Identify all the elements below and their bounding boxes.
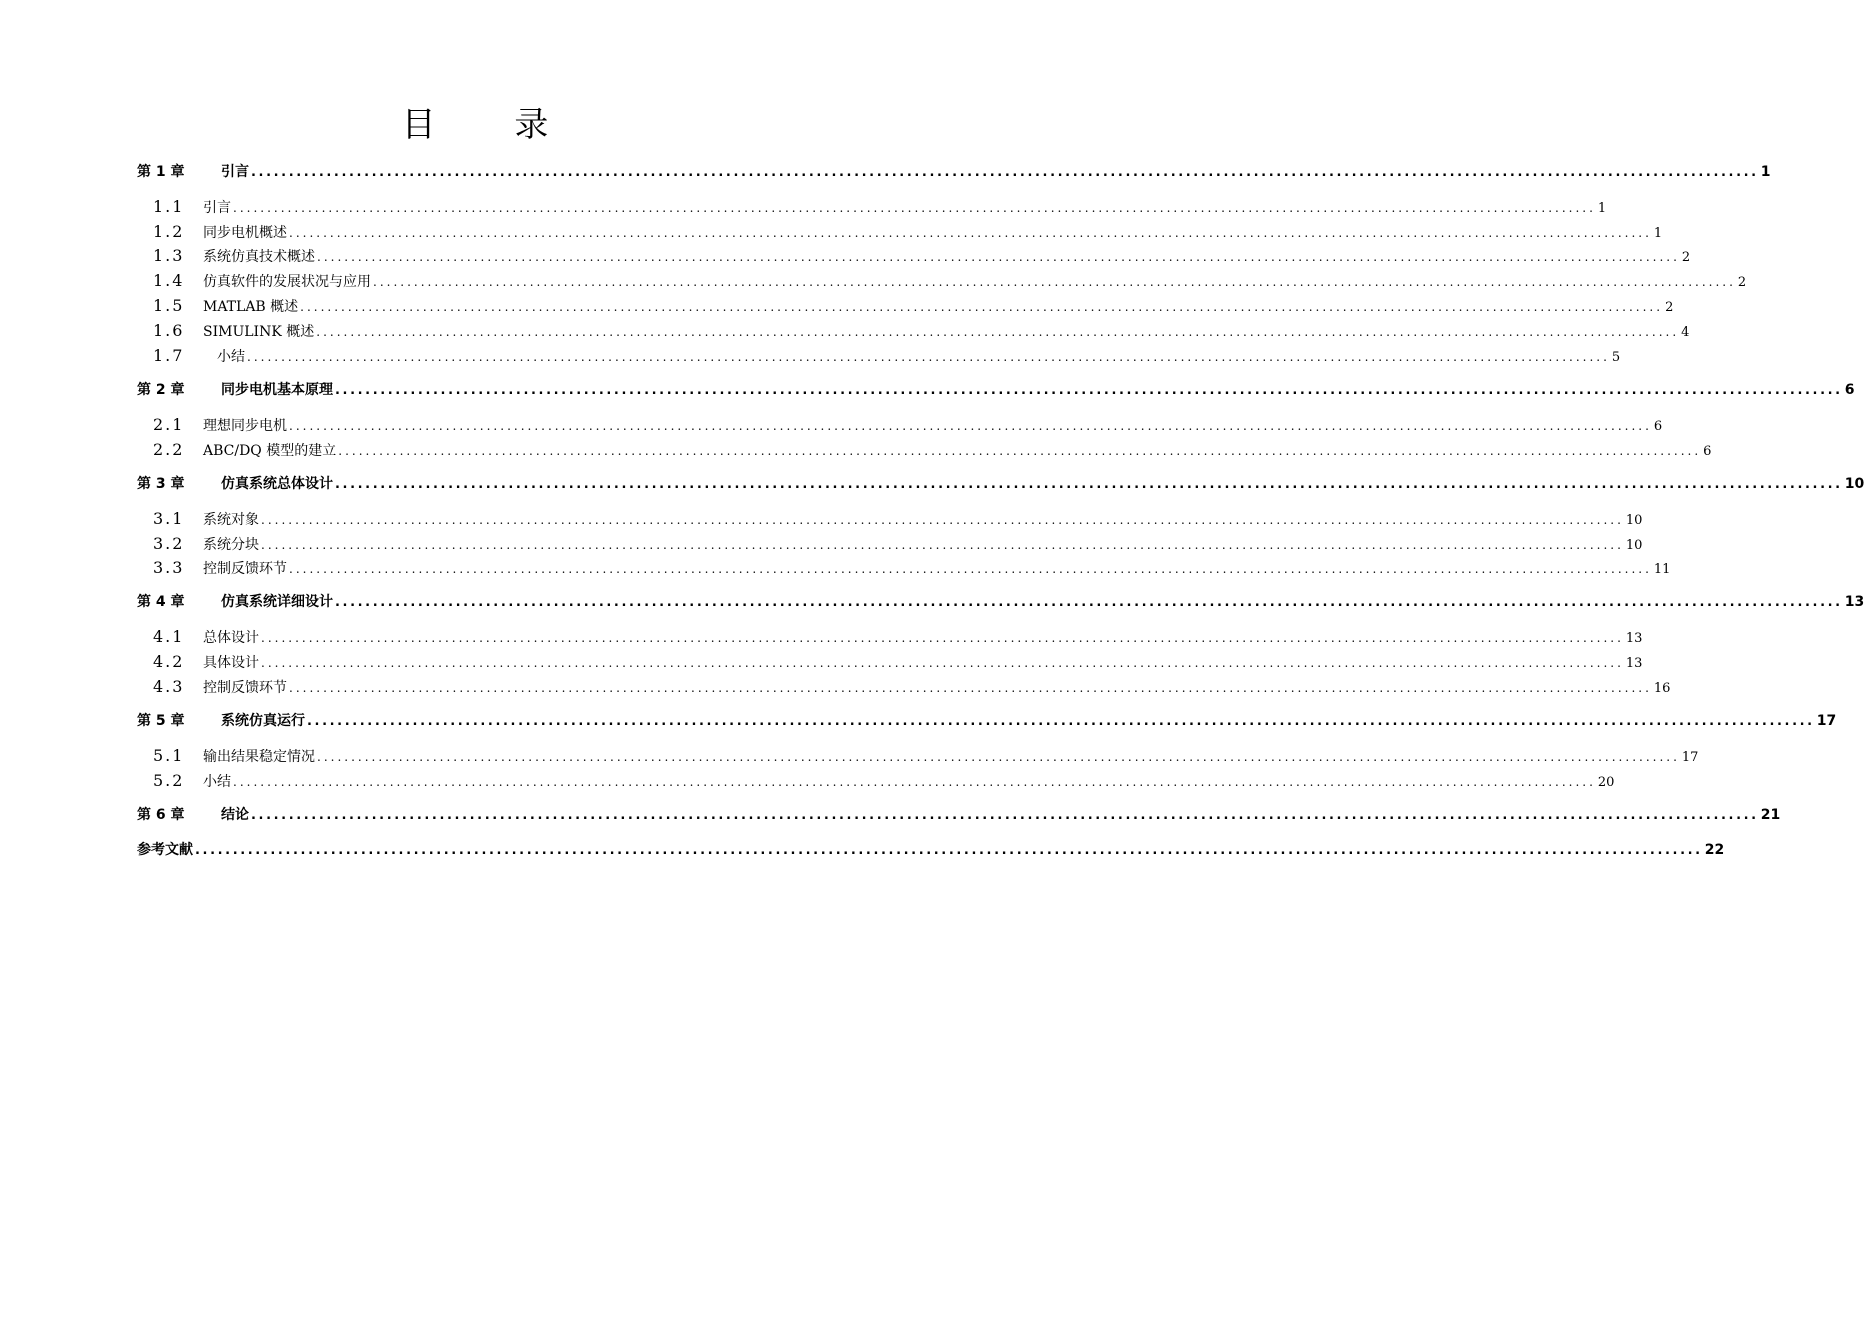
toc-entry-number: 第 3 章 (137, 476, 185, 492)
toc-entry-page-number: 21 (1760, 807, 1781, 823)
toc-entry-title: 具体设计 (203, 655, 259, 671)
dot-leader: ........................................................................................................................................................................................................ (300, 300, 1664, 314)
dot-leader: ........................................................................................................................................................................................................ (335, 383, 1843, 398)
dot-leader: ........................................................................................................................................................................................................ (251, 165, 1759, 180)
toc-entry-title: 小结 (203, 349, 245, 365)
toc-chapter-entry[interactable] (137, 839, 1725, 861)
toc-entry-title: 系统仿真运行 (221, 713, 305, 729)
dot-leader: ........................................................................................................................................................................................................ (289, 681, 1652, 695)
toc-entry-title: 输出结果稳定情况 (203, 749, 315, 765)
toc-entry-page-number: 17 (1816, 713, 1837, 729)
toc-entry-title: MATLAB 概述 (203, 299, 299, 315)
dot-leader: ........................................................................................................................................................................................................ (247, 350, 1610, 364)
toc-entry-title: 同步电机概述 (203, 225, 287, 241)
toc-entry-page-number: 1 (1597, 201, 1607, 216)
toc-chapter-entry[interactable] (137, 591, 1864, 613)
toc-entry-title: 理想同步电机 (203, 418, 287, 434)
dot-leader: ........................................................................................................................................................................................................ (289, 226, 1652, 240)
toc-entry-number: 4.1 (153, 627, 185, 646)
dot-leader: ........................................................................................................................................................................................................ (251, 808, 1759, 823)
toc-section-entry[interactable] (137, 745, 1699, 767)
toc-entry-title: 控制反馈环节 (203, 680, 287, 696)
toc-entry-title: 仿真系统详细设计 (221, 594, 333, 610)
dot-leader: ........................................................................................................................................................................................................ (261, 656, 1624, 670)
toc-entry-page-number: 10 (1625, 538, 1643, 553)
dot-leader: ........................................................................................................................................................................................................ (261, 631, 1624, 645)
dot-leader: ........................................................................................................................................................................................................ (289, 419, 1652, 433)
toc-entry-page-number: 6 (1703, 444, 1712, 459)
toc-entry-number: 4.2 (153, 652, 185, 671)
toc-section-entry[interactable] (137, 439, 1712, 461)
toc-entry-number: 1.2 (153, 222, 185, 241)
toc-entry-title: SIMULINK 概述 (203, 324, 315, 340)
dot-leader: ........................................................................................................................................................................................................ (233, 775, 1596, 789)
dot-leader: ........................................................................................................................................................................................................ (261, 538, 1624, 552)
dot-leader: ........................................................................................................................................................................................................ (261, 513, 1624, 527)
toc-chapter-entry[interactable] (137, 710, 1837, 732)
toc-entry-number: 1.6 (153, 321, 185, 340)
toc-entry-title: 小结 (203, 774, 231, 790)
toc-entry-page-number: 11 (1653, 562, 1671, 577)
dot-leader: ........................................................................................................................................................................................................ (335, 477, 1843, 492)
toc-entry-page-number: 10 (1625, 513, 1643, 528)
toc-section-entry[interactable] (137, 270, 1747, 292)
toc-entry-number: 第 4 章 (137, 594, 185, 610)
toc-entry-number: 第 1 章 (137, 164, 185, 180)
page-title: 目 录 (401, 105, 583, 145)
toc-chapter-entry[interactable] (137, 473, 1864, 495)
toc-entry-page-number: 6 (1844, 382, 1855, 398)
toc-entry-page-number: 16 (1653, 681, 1671, 696)
toc-entry-title: 同步电机基本原理 (221, 382, 333, 398)
toc-entry-title: 控制反馈环节 (203, 561, 287, 577)
dot-leader: ........................................................................................................................................................................................................ (307, 714, 1815, 729)
toc-entry-page-number: 13 (1625, 656, 1643, 671)
toc-entry-number: 2.1 (153, 415, 185, 434)
toc-entry-page-number: 4 (1681, 325, 1690, 340)
toc-entry-number: 第 2 章 (137, 382, 185, 398)
toc-entry-number: 第 5 章 (137, 713, 185, 729)
toc-entry-page-number: 22 (1704, 842, 1725, 858)
toc-section-entry[interactable] (137, 651, 1643, 673)
dot-leader: ........................................................................................................................................................................................................ (316, 325, 1680, 339)
toc-entry-page-number: 13 (1844, 594, 1864, 610)
dot-leader: ........................................................................................................................................................................................................ (317, 750, 1680, 764)
dot-leader: ........................................................................................................................................................................................................ (289, 562, 1652, 576)
toc-section-entry[interactable] (137, 345, 1621, 367)
toc-section-entry[interactable] (137, 320, 1690, 342)
toc-entry-page-number: 2 (1737, 275, 1747, 290)
toc-entry-title: ABC/DQ 模型的建立 (203, 443, 337, 459)
toc-entry-number: 5.2 (153, 771, 185, 790)
toc-chapter-entry[interactable] (137, 804, 1781, 826)
toc-entry-number: 第 6 章 (137, 807, 185, 823)
toc-section-entry[interactable] (137, 245, 1691, 267)
toc-entry-title: 系统分块 (203, 537, 259, 553)
toc-section-entry[interactable] (137, 221, 1663, 243)
toc-section-entry[interactable] (137, 196, 1607, 218)
toc-entry-number: 1.4 (153, 271, 185, 290)
toc-section-entry[interactable] (137, 676, 1671, 698)
toc-section-entry[interactable] (137, 626, 1643, 648)
toc-entry-title: 结论 (221, 807, 249, 823)
toc-entry-page-number: 17 (1681, 750, 1699, 765)
dot-leader: ........................................................................................................................................................................................................ (195, 843, 1703, 858)
toc-section-entry[interactable] (137, 533, 1643, 555)
toc-chapter-entry[interactable] (137, 161, 1771, 183)
toc-entry-title: 参考文献 (137, 842, 193, 858)
dot-leader: ........................................................................................................................................................................................................ (373, 275, 1736, 289)
toc-section-entry[interactable] (137, 414, 1663, 436)
dot-leader: ........................................................................................................................................................................................................ (335, 595, 1843, 610)
toc-entry-page-number: 1 (1653, 226, 1663, 241)
toc-entry-number: 3.3 (153, 558, 185, 577)
toc-chapter-entry[interactable] (137, 379, 1855, 401)
toc-entry-number: 1.5 (153, 296, 185, 315)
toc-section-entry[interactable] (137, 295, 1674, 317)
toc-entry-title: 仿真软件的发展状况与应用 (203, 274, 371, 290)
toc-entry-number: 1.7 (153, 346, 185, 365)
toc-entry-page-number: 10 (1844, 476, 1864, 492)
toc-entry-title: 系统仿真技术概述 (203, 249, 315, 265)
toc-entry-number: 2.2 (153, 440, 185, 459)
toc-entry-number: 3.1 (153, 509, 185, 528)
toc-entry-number: 3.2 (153, 534, 185, 553)
toc-section-entry[interactable] (137, 557, 1671, 579)
toc-entry-page-number: 1 (1760, 164, 1771, 180)
toc-entry-page-number: 13 (1625, 631, 1643, 646)
toc-entry-number: 1.3 (153, 246, 185, 265)
toc-entry-number: 5.1 (153, 746, 185, 765)
toc-entry-title: 系统对象 (203, 512, 259, 528)
toc-entry-page-number: 6 (1653, 419, 1663, 434)
toc-entry-page-number: 2 (1681, 250, 1691, 265)
toc-entry-title: 仿真系统总体设计 (221, 476, 333, 492)
toc-entry-number: 4.3 (153, 677, 185, 696)
toc-entry-number: 1.1 (153, 197, 185, 216)
toc-section-entry[interactable] (137, 770, 1615, 792)
toc-entry-page-number: 2 (1665, 300, 1674, 315)
toc-entry-page-number: 5 (1611, 350, 1621, 365)
dot-leader: ........................................................................................................................................................................................................ (233, 201, 1596, 215)
dot-leader: ........................................................................................................................................................................................................ (317, 250, 1680, 264)
toc-entry-title: 总体设计 (203, 630, 259, 646)
toc-entry-title: 引言 (203, 200, 231, 216)
dot-leader: ........................................................................................................................................................................................................ (338, 444, 1702, 458)
toc-section-entry[interactable] (137, 508, 1643, 530)
toc-entry-title: 引言 (221, 164, 249, 180)
toc-entry-page-number: 20 (1597, 775, 1615, 790)
